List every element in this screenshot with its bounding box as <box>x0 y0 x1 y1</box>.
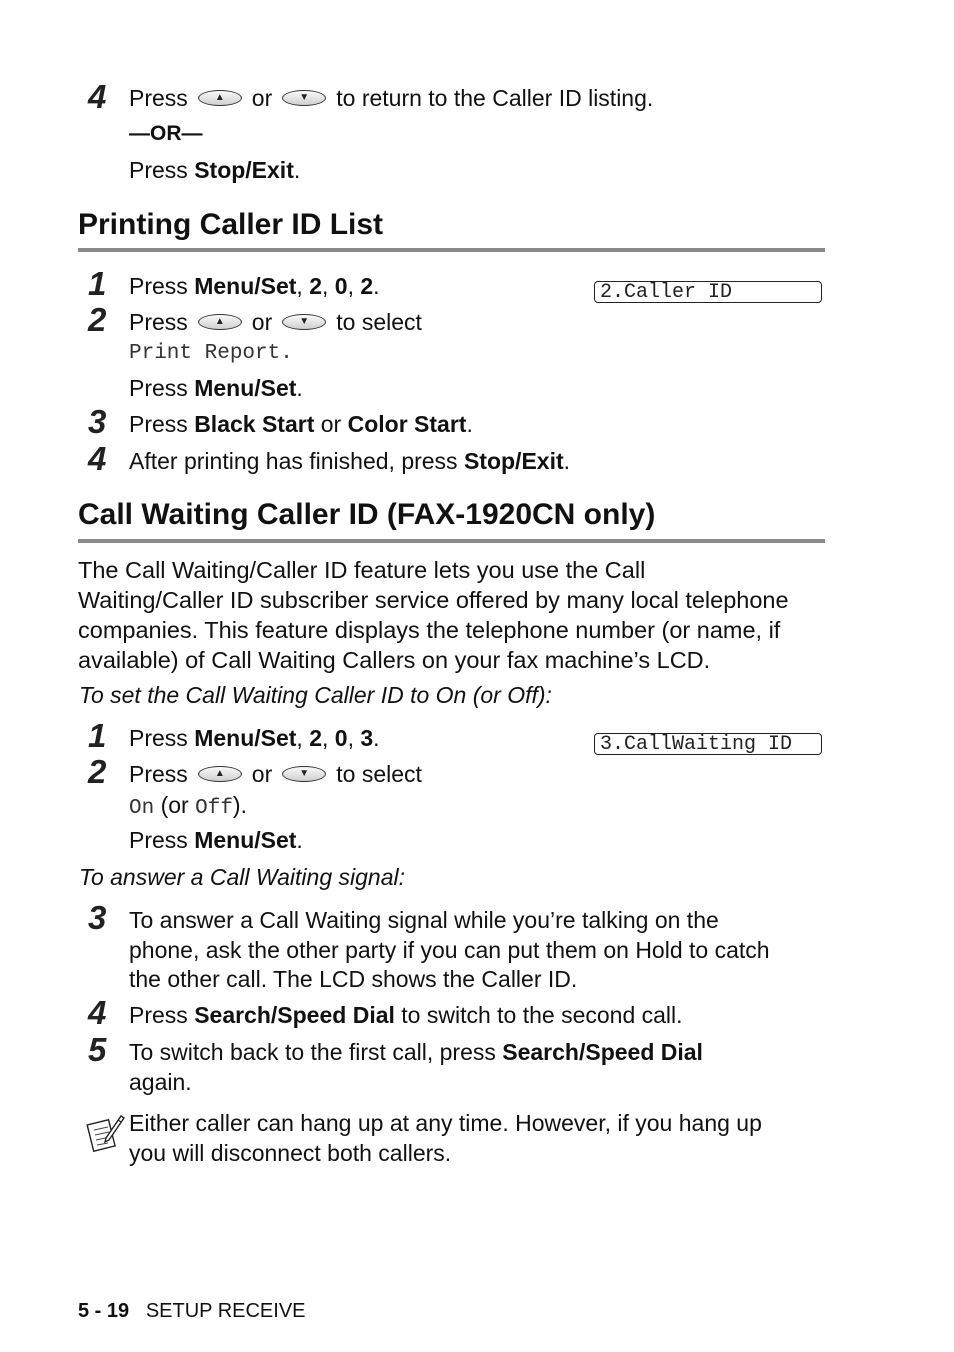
step-text: Press ▲ or ▼ to select <box>129 761 422 787</box>
step-text <box>129 84 653 112</box>
step-text: Press Menu/Set. <box>129 827 303 853</box>
down-arrow-button-icon: ▼ <box>282 90 326 106</box>
step-option: On (or Off). <box>129 792 247 820</box>
section-name: SETUP RECEIVE <box>145 1300 306 1322</box>
lcd-option: Print Report. <box>129 342 293 365</box>
step-text: Press Stop/Exit. <box>129 157 301 183</box>
text: Press <box>129 85 188 111</box>
step-text: Press Menu/Set, 2, 0, 3. <box>129 725 380 751</box>
or-separator: —OR— <box>129 122 203 145</box>
intro-paragraph: The Call Waiting/Caller ID feature lets you use the Call Waiting/Caller ID subscriber service offered by many local telephone companies. This feature displays the telephone number (or name, if available) of Call Waiting Callers on your fax machine’s LCD. <box>78 557 789 673</box>
subheading: To answer a Call Waiting signal: <box>79 864 405 890</box>
page-number: 5 - 19 <box>78 1300 130 1322</box>
step-number: 2 <box>88 301 107 338</box>
step-text: Press Menu/Set, 2, 0, 2. <box>129 273 380 299</box>
step-text: Press Search/Speed Dial to switch to the second call. <box>129 1002 683 1028</box>
step-number: 2 <box>88 753 107 790</box>
lcd-display: 2.Caller ID <box>594 281 822 303</box>
step-text: To answer a Call Waiting signal while you’re talking on the phone, ask the other party if you can put them on Hold to catch the other call. The LCD shows the Caller ID. <box>129 907 770 992</box>
step-number: 3 <box>88 403 107 440</box>
step-number: 4 <box>88 440 107 477</box>
step-number: 3 <box>88 899 107 936</box>
page-footer <box>78 1300 306 1323</box>
note-pencil-icon <box>86 1112 126 1152</box>
step-number: 5 <box>88 1031 107 1068</box>
step-text: After printing has finished, press Stop/Exit. <box>129 448 571 474</box>
step-text: Press Black Start or Color Start. <box>129 411 473 437</box>
step-text: Press ▲ or ▼ to select <box>129 309 422 335</box>
section-rule <box>78 248 825 252</box>
step-number: 1 <box>88 265 107 302</box>
section-heading: Call Waiting Caller ID (FAX-1920CN only) <box>78 498 656 531</box>
down-arrow-button-icon: ▼ <box>282 314 326 330</box>
up-arrow-button-icon: ▲ <box>198 314 242 330</box>
lcd-display: 3.CallWaiting ID <box>594 733 822 755</box>
step-number: 1 <box>88 717 107 754</box>
step-text: Press Menu/Set. <box>129 375 303 401</box>
down-arrow-button-icon: ▼ <box>282 766 326 782</box>
step-number: 4 <box>88 78 107 115</box>
step-number: 4 <box>88 994 107 1031</box>
text: or <box>251 85 273 111</box>
subheading: To set the Call Waiting Caller ID to On (or Off): <box>79 682 552 708</box>
section-heading: Printing Caller ID List <box>78 208 384 241</box>
note-text: Either caller can hang up at any time. However, if you hang up you will disconnect both callers. <box>129 1110 762 1166</box>
step-text: To switch back to the first call, press Search/Speed Dial again. <box>129 1039 703 1095</box>
section-rule <box>78 539 825 543</box>
up-arrow-button-icon: ▲ <box>198 90 242 106</box>
text: to return to the Caller ID listing. <box>336 85 654 111</box>
up-arrow-button-icon: ▲ <box>198 766 242 782</box>
